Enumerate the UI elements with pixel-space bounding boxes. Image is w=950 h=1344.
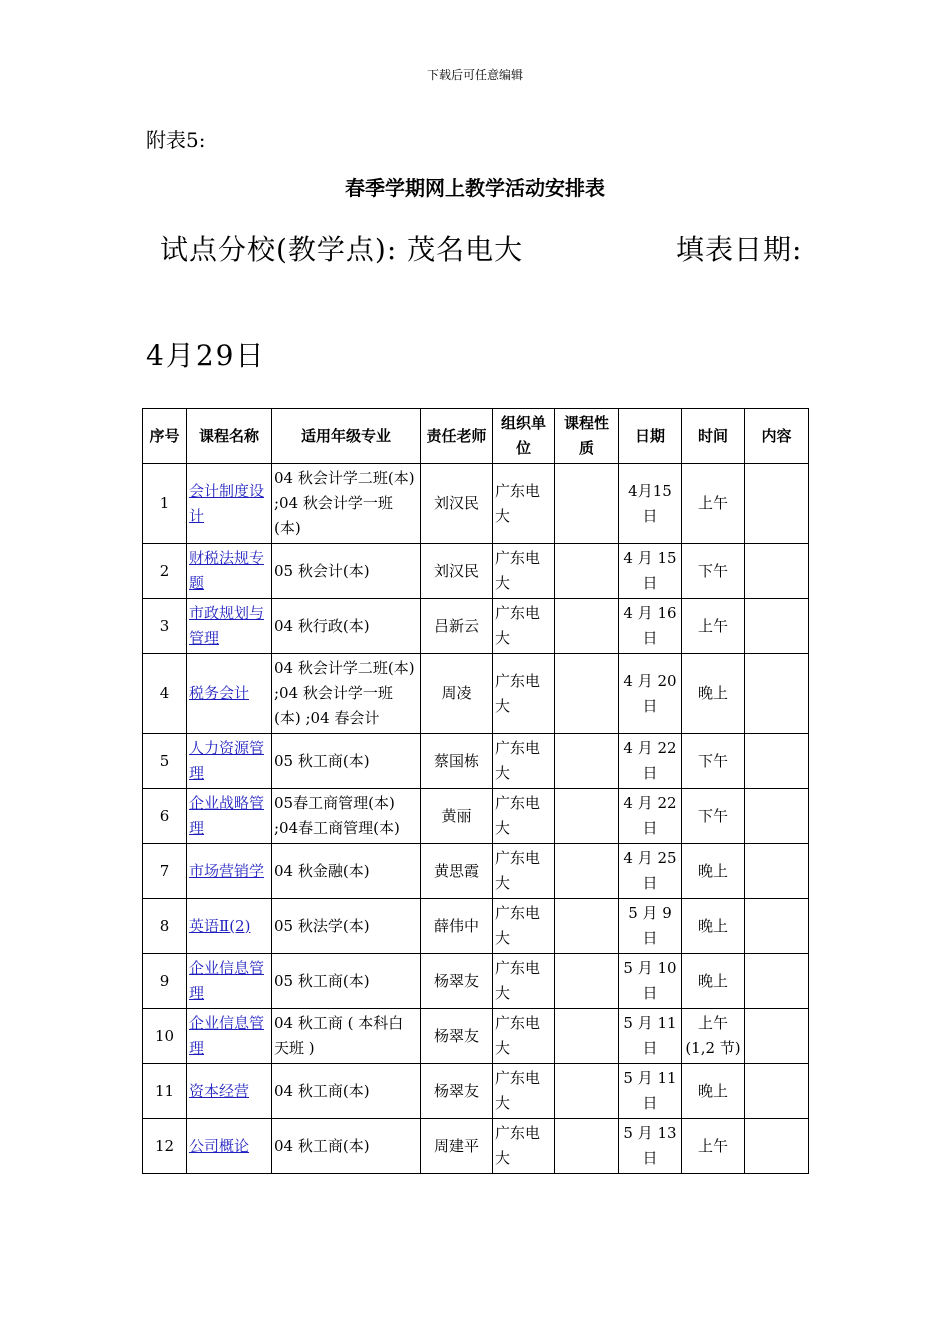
table-row <box>143 734 809 789</box>
cell-time: 晚上 <box>682 954 745 1009</box>
cell-grade: 04 秋会计学二班(本) ;04 秋会计学一班(本) ;04 春会计 <box>272 654 421 734</box>
table-row <box>143 654 809 734</box>
cell-teacher: 黄思霞 <box>421 844 493 899</box>
cell-org: 广东电大 <box>493 954 555 1009</box>
cell-org: 广东电大 <box>493 899 555 954</box>
cell-org: 广东电大 <box>493 844 555 899</box>
cell-grade: 05春工商管理(本) ;04春工商管理(本) <box>272 789 421 844</box>
cell-time: 上午 <box>682 599 745 654</box>
course-link[interactable]: 财税法规专题 <box>189 549 265 592</box>
cell-date: 4 月 15 日 <box>619 544 682 599</box>
cell-num: 2 <box>143 544 187 599</box>
cell-content <box>745 1009 809 1064</box>
table-header-row <box>143 409 809 464</box>
cell-time: 晚上 <box>682 654 745 734</box>
cell-teacher: 杨翠友 <box>421 954 493 1009</box>
cell-num: 11 <box>143 1064 187 1119</box>
fill-date-value: 4月29日 <box>146 339 266 372</box>
course-link[interactable]: 英语Ⅱ(2) <box>189 916 251 935</box>
cell-num: 1 <box>143 464 187 544</box>
table-row <box>143 1009 809 1064</box>
cell-content <box>745 844 809 899</box>
cell-teacher: 薛伟中 <box>421 899 493 954</box>
cell-nature <box>555 789 619 844</box>
cell-grade: 04 秋金融(本) <box>272 844 421 899</box>
cell-grade: 04 秋行政(本) <box>272 599 421 654</box>
cell-grade: 04 秋会计学二班(本) ;04 秋会计学一班(本) <box>272 464 421 544</box>
cell-nature <box>555 954 619 1009</box>
cell-org: 广东电大 <box>493 1119 555 1174</box>
cell-teacher: 周建平 <box>421 1119 493 1174</box>
cell-org: 广东电大 <box>493 654 555 734</box>
course-link[interactable]: 企业信息管理 <box>189 959 265 1002</box>
cell-grade: 04 秋工商 ( 本科白天班 ) <box>272 1009 421 1064</box>
cell-teacher: 黄丽 <box>421 789 493 844</box>
cell-nature <box>555 1009 619 1064</box>
cell-nature <box>555 734 619 789</box>
course-link[interactable]: 人力资源管理 <box>189 739 265 782</box>
header-teacher: 责任老师 <box>421 409 493 464</box>
cell-teacher: 周凌 <box>421 654 493 734</box>
cell-time: 上午 <box>682 464 745 544</box>
cell-course <box>187 1009 272 1064</box>
cell-content <box>745 544 809 599</box>
cell-grade: 04 秋工商(本) <box>272 1064 421 1119</box>
page-header-note: 下载后可任意编辑 <box>426 68 523 82</box>
cell-time: 晚上 <box>682 899 745 954</box>
cell-nature <box>555 654 619 734</box>
course-link[interactable]: 企业战略管理 <box>189 794 265 837</box>
school-line: 试点分校(教学点): 茂名电大 <box>160 233 524 266</box>
table-row <box>143 1119 809 1174</box>
schedule-table <box>142 408 809 1174</box>
cell-content <box>745 1064 809 1119</box>
cell-content <box>745 899 809 954</box>
cell-num: 8 <box>143 899 187 954</box>
course-link[interactable]: 市政规划与管理 <box>189 604 265 647</box>
header-course: 课程名称 <box>187 409 272 464</box>
cell-num: 9 <box>143 954 187 1009</box>
course-link[interactable]: 税务会计 <box>189 684 250 702</box>
cell-date: 5 月 13 日 <box>619 1119 682 1174</box>
cell-grade: 04 秋工商(本) <box>272 1119 421 1174</box>
cell-content <box>745 954 809 1009</box>
cell-teacher: 吕新云 <box>421 599 493 654</box>
cell-time: 下午 <box>682 734 745 789</box>
cell-nature <box>555 844 619 899</box>
cell-nature <box>555 1064 619 1119</box>
cell-content <box>745 599 809 654</box>
cell-teacher: 刘汉民 <box>421 544 493 599</box>
cell-date: 4 月 25 日 <box>619 844 682 899</box>
course-link[interactable]: 资本经营 <box>189 1081 250 1100</box>
cell-num: 4 <box>143 654 187 734</box>
cell-date: 4月15日 <box>619 464 682 544</box>
cell-nature <box>555 899 619 954</box>
cell-course <box>187 1119 272 1174</box>
cell-time: 上午 (1,2 节) <box>682 1009 745 1064</box>
cell-course <box>187 599 272 654</box>
cell-grade: 05 秋会计(本) <box>272 544 421 599</box>
annex-label: 附表5: <box>146 128 206 152</box>
cell-num: 7 <box>143 844 187 899</box>
cell-date: 4 月 20 日 <box>619 654 682 734</box>
cell-course <box>187 654 272 734</box>
cell-num: 5 <box>143 734 187 789</box>
cell-course <box>187 1064 272 1119</box>
cell-content <box>745 734 809 789</box>
header-date: 日期 <box>619 409 682 464</box>
cell-org: 广东电大 <box>493 789 555 844</box>
cell-course <box>187 544 272 599</box>
cell-time: 上午 <box>682 1119 745 1174</box>
cell-org: 广东电大 <box>493 1009 555 1064</box>
cell-nature <box>555 599 619 654</box>
cell-time: 下午 <box>682 544 745 599</box>
cell-date: 5 月 9 日 <box>619 899 682 954</box>
cell-course <box>187 789 272 844</box>
fill-date-label: 填表日期: <box>676 233 803 266</box>
table-row <box>143 599 809 654</box>
header-num: 序号 <box>143 409 187 464</box>
header-org: 组织单位 <box>493 409 555 464</box>
cell-date: 4 月 22 日 <box>619 789 682 844</box>
course-link[interactable]: 市场营销学 <box>189 861 265 880</box>
cell-date: 5 月 10 日 <box>619 954 682 1009</box>
table-row <box>143 954 809 1009</box>
header-nature: 课程性质 <box>555 409 619 464</box>
cell-course <box>187 954 272 1009</box>
cell-course <box>187 464 272 544</box>
cell-teacher: 杨翠友 <box>421 1064 493 1119</box>
cell-grade: 05 秋工商(本) <box>272 734 421 789</box>
cell-num: 3 <box>143 599 187 654</box>
cell-content <box>745 1119 809 1174</box>
table-row <box>143 844 809 899</box>
cell-date: 5 月 11 日 <box>619 1064 682 1119</box>
course-link[interactable]: 会计制度设计 <box>189 481 265 525</box>
table-row <box>143 899 809 954</box>
cell-date: 4 月 22 日 <box>619 734 682 789</box>
table-row <box>143 789 809 844</box>
cell-num: 12 <box>143 1119 187 1174</box>
cell-org: 广东电大 <box>493 464 555 544</box>
cell-nature <box>555 1119 619 1174</box>
cell-course <box>187 844 272 899</box>
table-row <box>143 544 809 599</box>
document-title: 春季学期网上教学活动安排表 <box>345 176 605 200</box>
cell-time: 晚上 <box>682 844 745 899</box>
cell-org: 广东电大 <box>493 599 555 654</box>
cell-date: 4 月 16 日 <box>619 599 682 654</box>
table-row <box>143 464 809 544</box>
cell-org: 广东电大 <box>493 1064 555 1119</box>
cell-teacher: 蔡国栋 <box>421 734 493 789</box>
course-link[interactable]: 公司概论 <box>189 1136 250 1155</box>
cell-org: 广东电大 <box>493 544 555 599</box>
cell-num: 10 <box>143 1009 187 1064</box>
header-grade: 适用年级专业 <box>272 409 421 464</box>
cell-nature <box>555 464 619 544</box>
cell-org: 广东电大 <box>493 734 555 789</box>
cell-content <box>745 789 809 844</box>
header-content: 内容 <box>745 409 809 464</box>
table-row <box>143 1064 809 1119</box>
cell-nature <box>555 544 619 599</box>
cell-grade: 05 秋法学(本) <box>272 899 421 954</box>
cell-content <box>745 654 809 734</box>
cell-time: 下午 <box>682 789 745 844</box>
cell-num: 6 <box>143 789 187 844</box>
cell-course <box>187 899 272 954</box>
cell-time: 晚上 <box>682 1064 745 1119</box>
cell-course <box>187 734 272 789</box>
header-time: 时间 <box>682 409 745 464</box>
cell-grade: 05 秋工商(本) <box>272 954 421 1009</box>
course-link[interactable]: 企业信息管理 <box>189 1014 265 1057</box>
cell-teacher: 杨翠友 <box>421 1009 493 1064</box>
cell-content <box>745 464 809 544</box>
cell-date: 5 月 11 日 <box>619 1009 682 1064</box>
cell-teacher: 刘汉民 <box>421 464 493 544</box>
